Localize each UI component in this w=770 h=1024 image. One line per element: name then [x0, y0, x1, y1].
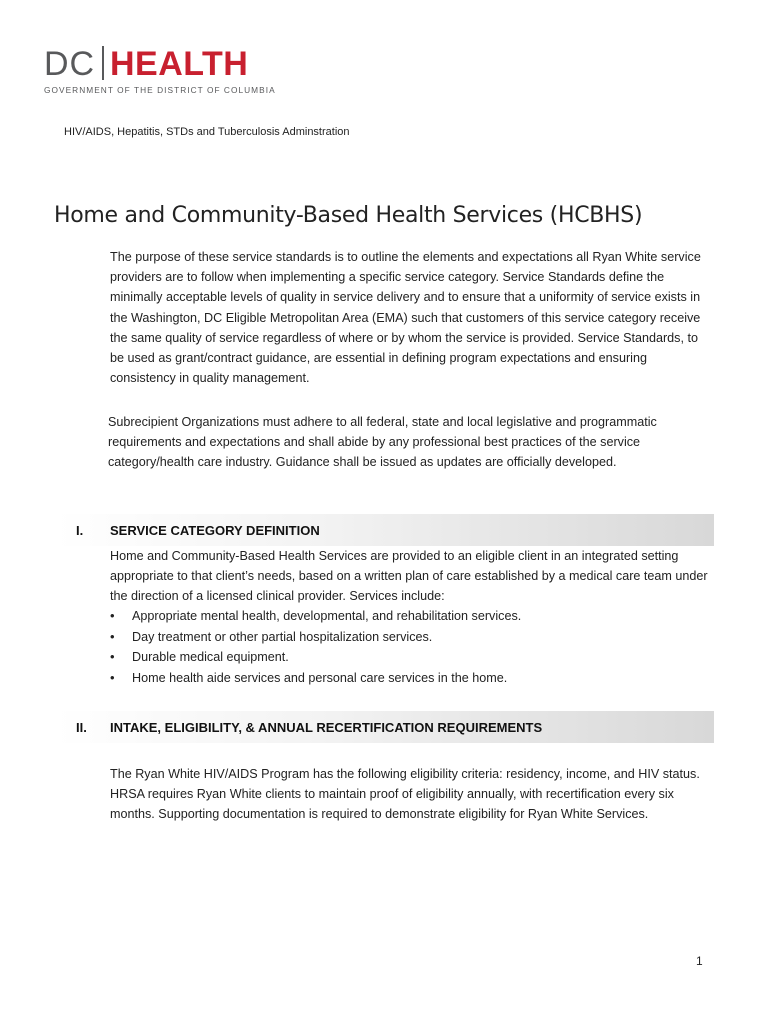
list-item: • Appropriate mental health, developmental, and rehabilitation services.	[110, 606, 710, 627]
logo-dc-text: DC	[44, 45, 96, 83]
page-number: 1	[696, 954, 703, 968]
administration-name: HIV/AIDS, Hepatitis, STDs and Tuberculosis Adminstration	[64, 126, 350, 138]
logo-divider	[102, 46, 104, 80]
purpose-paragraph: The purpose of these service standards is to outline the elements and expectations all Ryan White service providers are to follow when implementing a specific service category. Service Standards define the minimally acceptable levels of quality in service delivery and to ensure that a uniformity of service exists in the Washington, DC Eligible Metropolitan Area (EMA) such that customers of this service category receive the same quality of service regardless of where or by whom the service is provided. Service Standards, to be used as grant/contract guidance, are essential in defining program expectations and ensuring consistency in quality management.	[110, 250, 701, 386]
eligibility-paragraph: The Ryan White HIV/AIDS Program has the following eligibility criteria: residency, income, and HIV status. HRSA requires Ryan White clients to maintain proof of eligibility annually, with recertification every six months. Supporting documentation is required to demonstrate eligibility for Ryan White Services.	[110, 767, 700, 822]
subrecipient-paragraph: Subrecipient Organizations must adhere to all federal, state and local legislative and programmatic requirements and expectations and shall abide by any professional best practices of the service category/health care industry. Guidance shall be issued as updates are officially developed.	[108, 415, 657, 470]
logo-subtitle: GOVERNMENT OF THE DISTRICT OF COLUMBIA	[44, 85, 276, 95]
list-item: • Day treatment or other partial hospitalization services.	[110, 627, 710, 648]
document-title: Home and Community-Based Health Services (HCBHS)	[54, 203, 643, 228]
dc-health-logo	[44, 44, 274, 100]
section-number: II.	[76, 720, 87, 735]
section-number: I.	[76, 523, 84, 538]
section-header-2	[56, 711, 714, 743]
section-heading: INTAKE, ELIGIBILITY, & ANNUAL RECERTIFICATION REQUIREMENTS	[110, 720, 543, 735]
list-item: • Durable medical equipment.	[110, 647, 710, 668]
list-item: • Home health aide services and personal care services in the home.	[110, 668, 710, 689]
service-definition-paragraph: Home and Community-Based Health Services are provided to an eligible client in an integrated setting appropriate to that client’s needs, based on a written plan of care established by a medical care team under the direction of a licensed clinical provider. Services include:	[110, 549, 708, 604]
services-list	[110, 606, 710, 688]
logo-health-text: HEALTH	[110, 45, 249, 83]
section-heading: SERVICE CATEGORY DEFINITION	[110, 523, 320, 538]
section-header-1	[56, 514, 714, 546]
